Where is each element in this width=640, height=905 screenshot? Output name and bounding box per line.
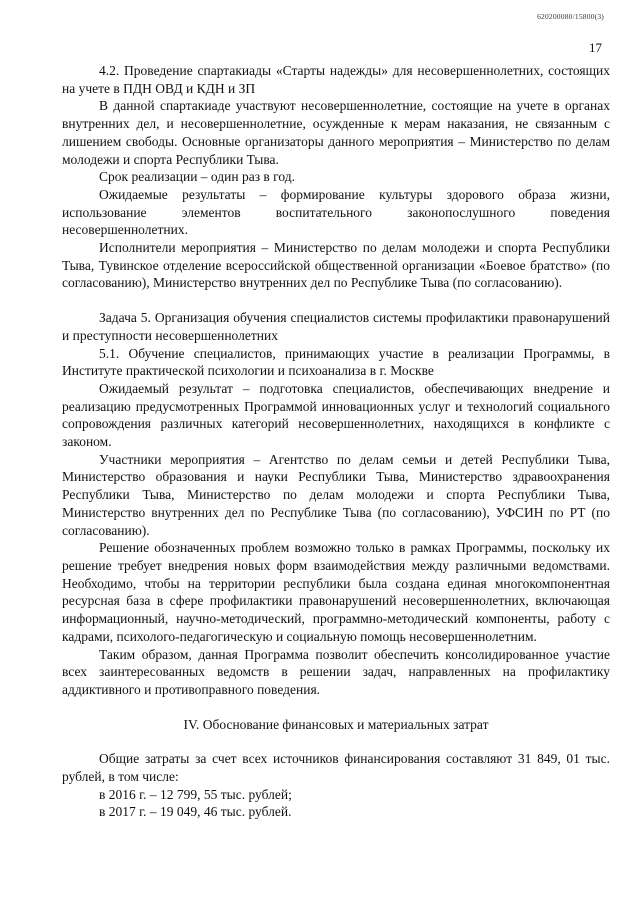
paragraph-total-costs: Общие затраты за счет всех источников финансирования составляют 31 849, 01 тыс. рублей, в том числе:	[62, 751, 610, 785]
paragraph-gap	[62, 292, 610, 309]
paragraph-conclusion: Таким образом, данная Программа позволит обеспечить консолидированное участие всех заинтересованных ведомств в решении задач, направленных на профилактику аддиктивного и противоправного поведения.	[62, 646, 610, 697]
paragraph-expected-results: Ожидаемые результаты – формирование культуры здорового образа жизни, использование элементов воспитательного законопослушного поведения несовершеннолетних.	[62, 186, 610, 238]
list-item-2016: в 2016 г. – 12 799, 55 тыс. рублей;	[99, 786, 292, 802]
paragraph-executors: Исполнители мероприятия – Министерство по делам молодежи и спорта Республики Тыва, Тувинское отделение всероссийской общественной организации «Боевое братство» (по согласованию), Министерство внутренних дел по Республике Тыва (по согласованию).	[62, 240, 610, 291]
paragraph-task-5: Задача 5. Организация обучения специалистов системы профилактики правонарушений и преступности несовершеннолетних	[62, 310, 610, 343]
paragraph-solution: Решение обозначенных проблем возможно только в рамках Программы, поскольку их решение требует внедрения новых форм взаимодействия между различными ведомствами. Необходимо, чтобы на территории республики была создана единая многокомпонентная ресурсная база в сфере профилактики правонарушений несовершеннолетних, включающая информационный, научно-методический, программно-методический компоненты, работу с кадрами, психолого-педагогическую и социальную помощь несовершеннолетним.	[62, 540, 610, 644]
page-number: 17	[589, 40, 602, 55]
section-heading: IV. Обоснование финансовых и материальных затрат	[183, 716, 489, 732]
paragraph-4-2: 4.2. Проведение спартакиады «Старты надежды» для несовершеннолетних, состоящих на учете в ПДН ОВД и КДН и ЗП	[62, 63, 610, 96]
paragraph-gap	[62, 733, 610, 750]
paragraph-participants: В данной спартакиаде участвуют несовершеннолетние, состоящие на учете в органах внутренних дел, и несовершеннолетние, осужденные к мерам наказания, не связанным с лишением свободы. Основные организаторы данного мероприятия – Министерство по делам молодежи и спорта Республики Тыва.	[62, 98, 610, 167]
paragraph-expected-result: Ожидаемый результат – подготовка специалистов, обеспечивающих внедрение и реализацию предусмотренных Программой инновационных услуг и технологий социального сопровождения различных категорий несовершеннолетних, находящихся в конфликте с законом.	[62, 380, 610, 450]
document-code: 620200080/15800(3)	[537, 12, 604, 21]
paragraph-5-1: 5.1. Обучение специалистов, принимающих участие в реализации Программы, в Институте практической психологии и психоанализа в г. Москве	[62, 345, 610, 379]
paragraph-event-participants: Участники мероприятия – Агентство по делам семьи и детей Республики Тыва, Министерство образования и науки Республики Тыва, Министерство здравоохранения Республики Тыва, Министерство по делам молодежи и спорта Республики Тыва, Министерство внутренних дел по Республике Тыва (по согласованию), УФСИН по РТ (по согласованию).	[62, 451, 610, 538]
paragraph-term: Срок реализации – один раз в год.	[99, 169, 295, 185]
paragraph-gap	[62, 699, 610, 716]
list-item-2017: в 2017 г. – 19 049, 46 тыс. рублей.	[99, 804, 292, 820]
document-body	[62, 62, 610, 821]
